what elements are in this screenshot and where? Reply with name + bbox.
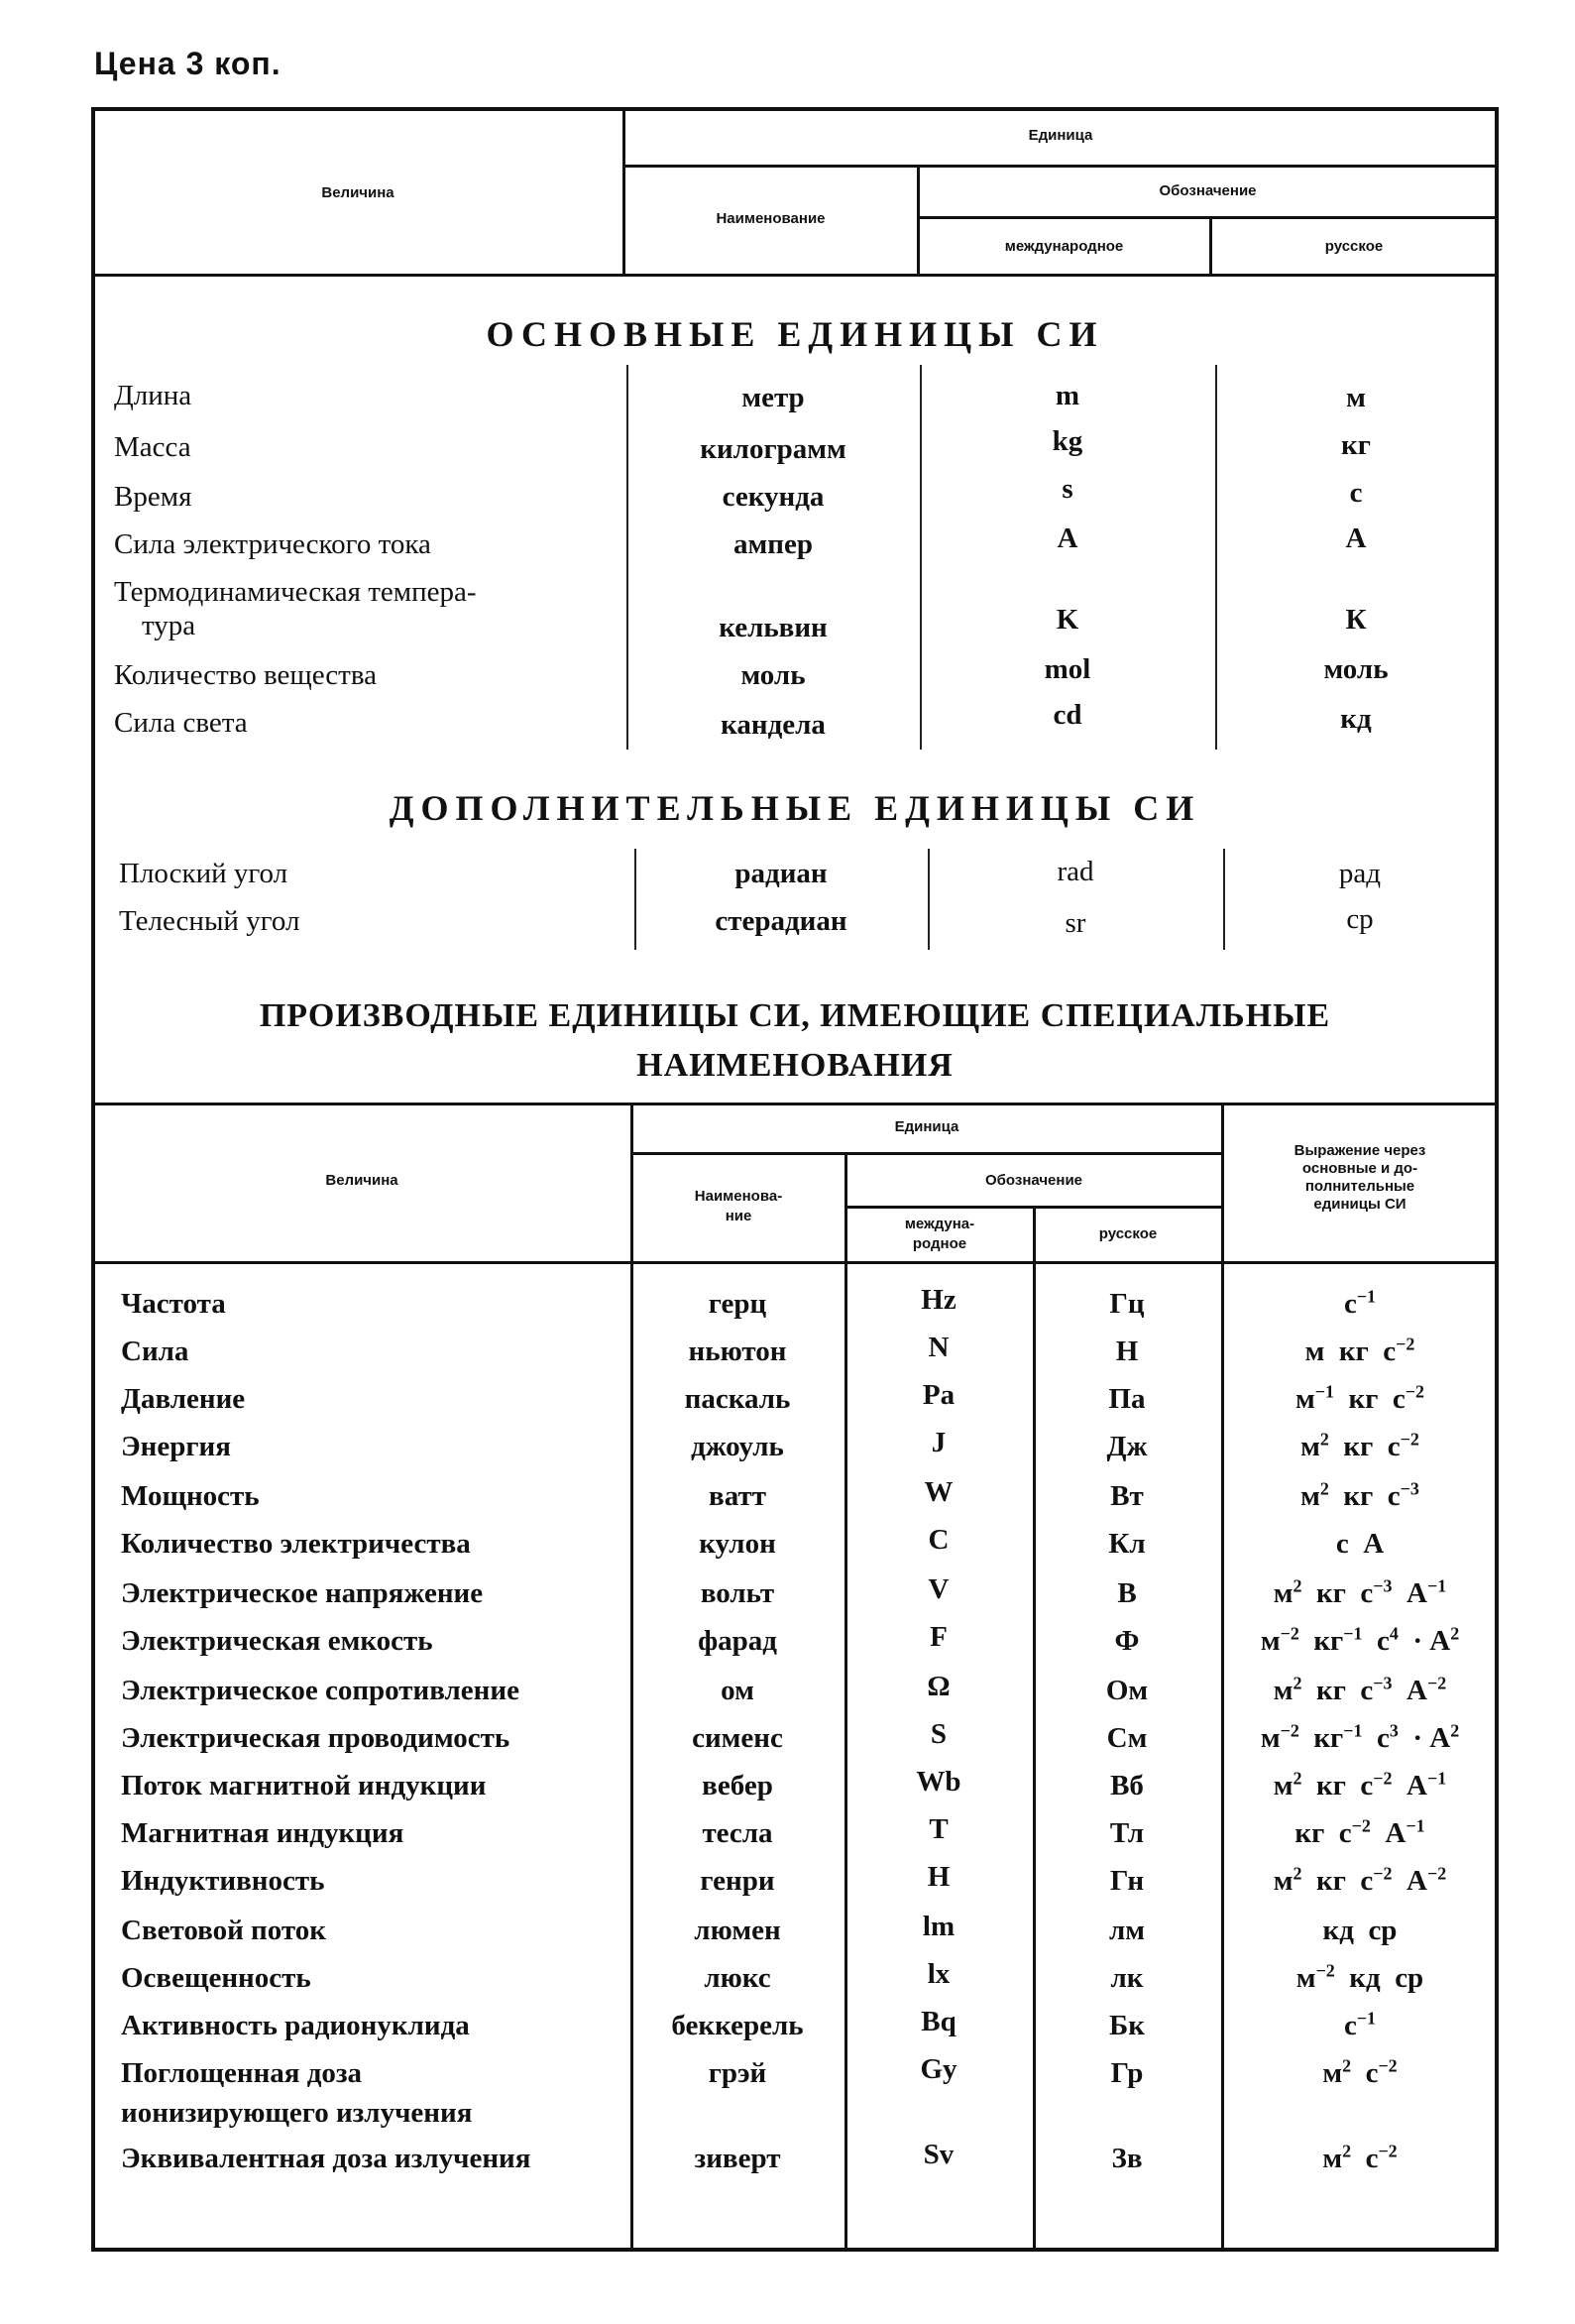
base-row-intl: m: [1055, 380, 1080, 411]
derived-row-quantity: Освещенность: [121, 1962, 311, 1994]
base-row-quantity: Время: [114, 481, 192, 513]
derived-row-rus: лм: [1108, 1915, 1146, 1946]
expr-unit: А: [1406, 1865, 1427, 1897]
header2-expression: основные и до-: [1301, 1160, 1418, 1177]
expr-unit: м: [1273, 1770, 1294, 1801]
expr-unit: с: [1338, 1817, 1352, 1849]
expr-unit: м: [1273, 1675, 1294, 1706]
header2-expression: Выражение через: [1294, 1142, 1426, 1159]
expr-unit: кг: [1343, 1480, 1374, 1512]
derived-row-quantity-cont: ионизирующего излучения: [121, 2097, 473, 2129]
base-row-intl: A: [1057, 523, 1078, 554]
derived-row-intl: N: [928, 1332, 950, 1363]
base-row-rus: с: [1349, 477, 1363, 509]
derived-row-intl: S: [930, 1718, 948, 1750]
price-label: Цена 3 коп.: [94, 46, 281, 81]
supp-row-name: радиан: [734, 858, 828, 889]
expr-exponent: 2: [1342, 2055, 1352, 2076]
expr-unit: кг: [1348, 1383, 1379, 1415]
derived-row-expression: [1223, 1961, 1497, 1995]
base-row-name: ампер: [733, 528, 813, 560]
base-row-name: килограмм: [700, 433, 846, 465]
expr-exponent: −1: [1343, 1623, 1363, 1644]
derived-row-expression: [1223, 1287, 1497, 1321]
derived-row-quantity: Электрическая емкость: [121, 1625, 433, 1657]
expr-exponent: 2: [1450, 1623, 1460, 1644]
header2-intl-cont: родное: [912, 1235, 967, 1252]
supp-row-quantity: Телесный угол: [119, 905, 300, 937]
base-row-rus: А: [1345, 523, 1367, 554]
base-row-quantity: Термодинамическая темпера-: [114, 576, 477, 608]
expr-exponent: −2: [1396, 1334, 1415, 1354]
derived-row-rus: Вт: [1110, 1480, 1144, 1512]
expr-unit: с: [1335, 1528, 1349, 1560]
base-row-name: метр: [741, 382, 805, 413]
header2-quantity: Величина: [325, 1172, 398, 1189]
derived-row-expression: [1223, 1769, 1497, 1802]
expr-unit: ср: [1368, 1915, 1398, 1946]
derived-row-quantity: Количество электричества: [121, 1528, 471, 1560]
derived-row-expression: [1223, 2009, 1497, 2042]
derived-row-intl: V: [928, 1573, 950, 1605]
expr-unit: · А: [1412, 1625, 1451, 1657]
derived-row-quantity: Индуктивность: [121, 1865, 325, 1897]
derived-row-rus: Гц: [1109, 1288, 1145, 1320]
expr-exponent: −2: [1426, 1863, 1447, 1884]
section-title: ОСНОВНЫЕ ЕДИНИЦЫ СИ: [486, 314, 1104, 354]
expr-unit: м: [1260, 1625, 1281, 1657]
derived-row-expression: [1223, 1816, 1497, 1850]
expr-exponent: 3: [1389, 1720, 1399, 1741]
derived-row-rus: Вб: [1110, 1770, 1144, 1801]
derived-row-rus: См: [1106, 1722, 1148, 1754]
expr-exponent: −2: [1373, 1768, 1393, 1789]
expr-unit: м: [1322, 2057, 1343, 2089]
header2-name-cont: ние: [725, 1208, 752, 1224]
derived-row-quantity: Мощность: [121, 1480, 260, 1512]
derived-row-intl: lm: [922, 1911, 956, 1942]
derived-row-intl: Sv: [923, 2139, 955, 2170]
base-row-quantity: Масса: [114, 431, 191, 463]
derived-row-rus: В: [1117, 1577, 1137, 1609]
derived-row-quantity: Давление: [121, 1383, 246, 1415]
derived-row-intl: W: [924, 1476, 954, 1508]
base-row-rus: моль: [1323, 653, 1389, 685]
base-row-rus: кг: [1341, 429, 1371, 461]
derived-row-name: вебер: [702, 1770, 773, 1801]
derived-row-quantity: Поток магнитной индукции: [121, 1770, 487, 1801]
base-row-intl: mol: [1044, 653, 1091, 685]
base-row-rus: кд: [1340, 703, 1372, 735]
expr-unit: м: [1322, 2143, 1343, 2174]
expr-exponent: −1: [1426, 1768, 1447, 1789]
expr-unit: м: [1273, 1865, 1294, 1897]
expr-unit: · А: [1412, 1722, 1451, 1754]
derived-row-expression: [1223, 1527, 1497, 1561]
expr-exponent: 2: [1450, 1720, 1460, 1741]
expr-exponent: −1: [1343, 1720, 1363, 1741]
derived-row-name: беккерель: [671, 2010, 804, 2041]
base-row-name: моль: [740, 659, 806, 691]
supp-row-rus: ср: [1346, 903, 1374, 935]
expr-unit: с: [1360, 1865, 1374, 1897]
derived-row-quantity: Сила: [121, 1336, 189, 1367]
expr-unit: м: [1295, 1383, 1315, 1415]
expr-unit: А: [1406, 1577, 1427, 1609]
derived-row-quantity: Поглощенная доза: [121, 2057, 363, 2089]
base-row-name: секунда: [722, 481, 825, 513]
expr-unit: с: [1392, 1383, 1406, 1415]
expr-unit: кд: [1322, 1915, 1354, 1946]
derived-row-name: тесла: [702, 1817, 773, 1849]
base-row-intl: s: [1062, 473, 1073, 505]
derived-row-rus: Бк: [1109, 2010, 1145, 2041]
base-row-quantity: Сила электрического тока: [114, 528, 431, 560]
expr-exponent: 2: [1319, 1478, 1329, 1499]
header2-expression: полнительные: [1304, 1178, 1415, 1195]
expr-exponent: −2: [1378, 2141, 1398, 2161]
base-row-quantity: Сила света: [114, 707, 248, 739]
derived-row-expression: [1223, 1674, 1497, 1707]
expr-exponent: −2: [1378, 2055, 1398, 2076]
base-row-rus: К: [1345, 604, 1367, 636]
expr-unit: кг: [1316, 1770, 1346, 1801]
derived-row-expression: [1223, 1479, 1497, 1513]
expr-exponent: 4: [1389, 1623, 1399, 1644]
expr-exponent: 2: [1342, 2141, 1352, 2161]
base-row-intl: cd: [1053, 699, 1082, 731]
supp-row-rus: рад: [1338, 858, 1382, 889]
expr-exponent: −1: [1356, 1286, 1377, 1307]
expr-unit: кг: [1316, 1675, 1346, 1706]
supp-row-intl: rad: [1057, 856, 1094, 887]
expr-unit: кг: [1313, 1722, 1344, 1754]
expr-exponent: −2: [1351, 1815, 1371, 1836]
derived-row-expression: [1223, 1382, 1497, 1416]
header2-intl: междуна-: [904, 1216, 975, 1232]
expr-unit: кг: [1294, 1817, 1325, 1849]
derived-row-expression: [1223, 1721, 1497, 1755]
supp-row-intl: sr: [1065, 907, 1086, 939]
base-row-quantity: Количество вещества: [114, 659, 378, 691]
derived-row-expression: [1223, 1624, 1497, 1658]
expr-unit: с: [1376, 1722, 1390, 1754]
derived-row-rus: Па: [1108, 1383, 1146, 1415]
base-row-name: кандела: [721, 709, 826, 741]
expr-unit: м: [1300, 1480, 1320, 1512]
header2-designation: Обозначение: [984, 1172, 1083, 1189]
derived-row-expression: [1223, 1864, 1497, 1898]
expr-unit: А: [1406, 1770, 1427, 1801]
expr-exponent: −2: [1405, 1381, 1424, 1402]
expr-exponent: −1: [1426, 1575, 1447, 1596]
expr-unit: кг: [1316, 1577, 1346, 1609]
derived-row-intl: C: [928, 1524, 950, 1556]
expr-unit: с: [1383, 1336, 1397, 1367]
expr-unit: м: [1300, 1431, 1320, 1462]
expr-exponent: −3: [1373, 1575, 1393, 1596]
derived-row-expression: [1223, 1430, 1497, 1463]
derived-row-rus: Ом: [1105, 1675, 1149, 1706]
derived-row-intl: Hz: [921, 1284, 956, 1316]
expr-exponent: −2: [1280, 1623, 1299, 1644]
derived-row-rus: Дж: [1106, 1431, 1148, 1462]
expr-unit: с: [1343, 2010, 1357, 2041]
base-row-quantity-cont: тура: [142, 610, 196, 641]
header2-russian: русское: [1098, 1225, 1158, 1242]
expr-unit: с: [1387, 1431, 1401, 1462]
derived-row-intl: Pa: [922, 1379, 956, 1411]
header-name: Наименование: [716, 210, 826, 227]
derived-row-expression: [1223, 2056, 1497, 2090]
derived-row-quantity: Электрическое напряжение: [121, 1577, 484, 1609]
derived-row-quantity: Электрическое сопротивление: [121, 1675, 519, 1706]
base-row-intl: kg: [1052, 425, 1083, 457]
derived-row-rus: лк: [1110, 1962, 1144, 1994]
derived-row-name: джоуль: [691, 1431, 784, 1462]
expr-exponent: 2: [1293, 1673, 1302, 1693]
header-international: международное: [1004, 238, 1124, 255]
derived-row-quantity: Частота: [121, 1288, 226, 1320]
derived-row-name: паскаль: [684, 1383, 791, 1415]
derived-row-name: ом: [721, 1675, 754, 1706]
derived-row-quantity: Энергия: [121, 1431, 231, 1462]
expr-exponent: 2: [1319, 1429, 1329, 1450]
derived-row-name: люмен: [694, 1915, 781, 1946]
derived-row-expression: [1223, 1576, 1497, 1610]
derived-row-name: ньютон: [688, 1336, 787, 1367]
derived-row-rus: Кл: [1108, 1528, 1146, 1560]
expr-exponent: −3: [1400, 1478, 1419, 1499]
expr-unit: кг: [1338, 1336, 1369, 1367]
derived-row-intl: Bq: [921, 2006, 956, 2037]
derived-row-quantity: Активность радионуклида: [121, 2010, 470, 2041]
derived-row-rus: Н: [1115, 1336, 1139, 1367]
derived-row-intl: H: [927, 1861, 951, 1893]
derived-row-name: ватт: [709, 1480, 766, 1512]
derived-row-quantity: Магнитная индукция: [121, 1817, 404, 1849]
header-quantity: Величина: [321, 184, 394, 201]
derived-row-name: генри: [700, 1865, 775, 1897]
derived-row-name: кулон: [699, 1528, 776, 1560]
derived-row-intl: Gy: [920, 2053, 957, 2085]
expr-unit: с: [1343, 1288, 1357, 1320]
expr-unit: с: [1365, 2057, 1379, 2089]
expr-exponent: −2: [1426, 1673, 1447, 1693]
derived-row-rus: Зв: [1111, 2143, 1143, 2174]
section-title-line2: НАИМЕНОВАНИЯ: [636, 1047, 954, 1084]
base-row-name: кельвин: [719, 612, 828, 643]
expr-exponent: −3: [1373, 1673, 1393, 1693]
header2-unit: Единица: [894, 1118, 959, 1135]
derived-row-intl: lx: [927, 1958, 951, 1990]
derived-row-expression: [1223, 1335, 1497, 1368]
expr-exponent: −2: [1373, 1863, 1393, 1884]
expr-exponent: −1: [1356, 2008, 1377, 2029]
derived-row-rus: Ф: [1114, 1625, 1140, 1657]
supp-row-quantity: Плоский угол: [119, 858, 288, 889]
expr-unit: с: [1365, 2143, 1379, 2174]
derived-row-expression: [1223, 2142, 1497, 2175]
expr-unit: кг: [1316, 1865, 1346, 1897]
expr-unit: с: [1360, 1675, 1374, 1706]
derived-row-rus: Тл: [1109, 1817, 1145, 1849]
base-row-quantity: Длина: [114, 380, 192, 411]
expr-unit: м: [1304, 1336, 1325, 1367]
expr-unit: с: [1360, 1577, 1374, 1609]
derived-row-intl: F: [930, 1621, 948, 1653]
header2-expression: единицы СИ: [1313, 1196, 1406, 1213]
derived-row-intl: J: [931, 1427, 947, 1458]
derived-row-name: сименс: [692, 1722, 783, 1754]
derived-row-rus: Гн: [1109, 1865, 1145, 1897]
expr-unit: м: [1273, 1577, 1294, 1609]
expr-unit: А: [1406, 1675, 1427, 1706]
derived-row-intl: Wb: [916, 1766, 961, 1798]
derived-row-intl: Ω: [927, 1671, 951, 1702]
base-row-rus: м: [1346, 382, 1366, 413]
expr-unit: с: [1387, 1480, 1401, 1512]
derived-row-quantity: Эквивалентная доза излучения: [121, 2143, 531, 2174]
header-unit: Единица: [1028, 127, 1093, 144]
section-title-line1: ПРОИЗВОДНЫЕ ЕДИНИЦЫ СИ, ИМЕЮЩИЕ СПЕЦИАЛЬНЫЕ: [259, 997, 1331, 1034]
derived-row-name: герц: [708, 1288, 767, 1320]
derived-row-name: вольт: [700, 1577, 775, 1609]
derived-row-name: грэй: [708, 2057, 767, 2089]
expr-exponent: 2: [1293, 1575, 1302, 1596]
derived-row-name: фарад: [698, 1625, 777, 1657]
expr-exponent: −2: [1315, 1960, 1335, 1981]
derived-row-quantity: Электрическая проводимость: [121, 1722, 510, 1754]
expr-unit: с: [1360, 1770, 1374, 1801]
expr-unit: кг: [1313, 1625, 1344, 1657]
section-title: ДОПОЛНИТЕЛЬНЫЕ ЕДИНИЦЫ СИ: [389, 788, 1201, 828]
derived-row-rus: Гр: [1110, 2057, 1144, 2089]
derived-row-name: зиверт: [694, 2143, 781, 2174]
expr-exponent: −1: [1406, 1815, 1425, 1836]
derived-row-quantity: Световой поток: [121, 1915, 326, 1946]
expr-exponent: 2: [1293, 1768, 1302, 1789]
expr-unit: м: [1295, 1962, 1316, 1994]
expr-unit: А: [1385, 1817, 1406, 1849]
expr-exponent: −1: [1314, 1381, 1334, 1402]
expr-exponent: −2: [1280, 1720, 1299, 1741]
expr-unit: кд: [1349, 1962, 1381, 1994]
expr-unit: кг: [1343, 1431, 1374, 1462]
derived-row-name: люкс: [704, 1962, 771, 1994]
header2-name: Наименова-: [694, 1188, 783, 1205]
expr-exponent: −2: [1400, 1429, 1419, 1450]
expr-unit: с: [1376, 1625, 1390, 1657]
expr-exponent: 2: [1293, 1863, 1302, 1884]
expr-unit: ср: [1395, 1962, 1424, 1994]
derived-row-intl: T: [929, 1813, 949, 1845]
base-row-intl: K: [1056, 604, 1079, 636]
header-designation: Обозначение: [1159, 182, 1257, 199]
expr-unit: м: [1260, 1722, 1281, 1754]
header-russian: русское: [1324, 238, 1384, 255]
supp-row-name: стерадиан: [715, 905, 847, 937]
expr-unit: А: [1363, 1528, 1385, 1560]
derived-row-expression: [1223, 1914, 1497, 1947]
